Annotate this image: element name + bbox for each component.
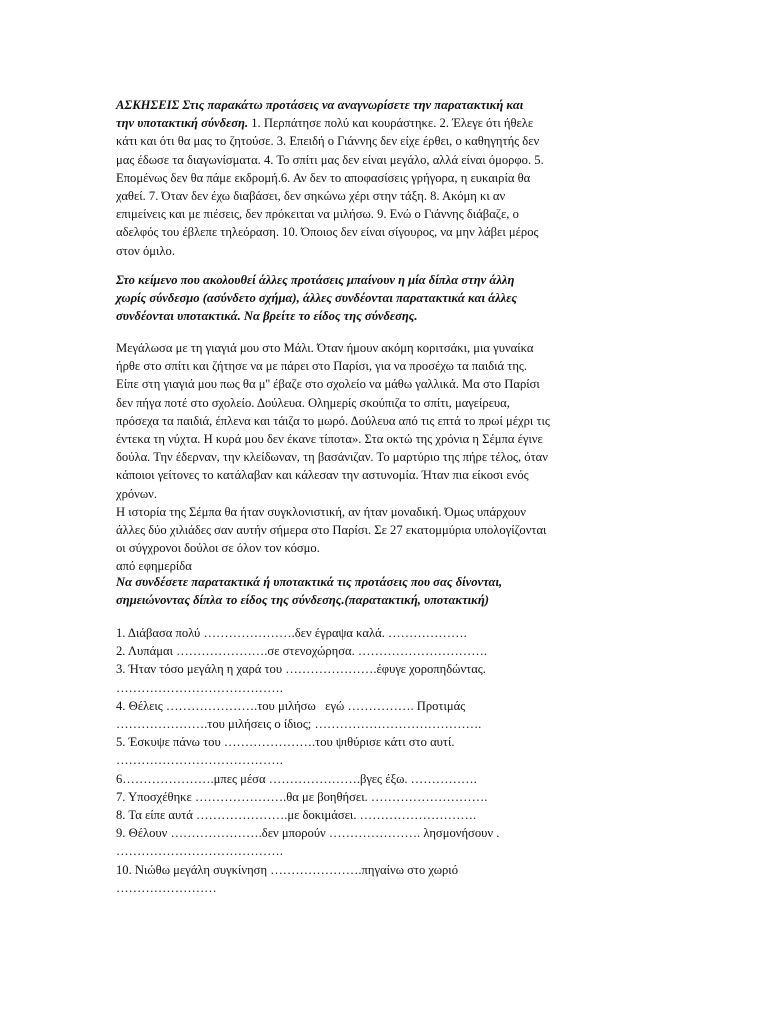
story-text <box>116 339 656 576</box>
story-line: Η ιστορία της Σέμπα θα ήταν συγκλονιστική, αν ήταν μοναδική. Όμως υπάρχουν <box>116 504 526 519</box>
item-line: 4. Θέλεις ………………….του μιλήσω εγώ ……………. Προτιμάς <box>116 698 466 713</box>
exercise-3-instruction <box>116 573 656 609</box>
story-line: ήρθε στο σπίτι και ζήτησε να με πάρει στο Παρίσι, για να προσέχω τα παιδιά της. <box>116 359 528 374</box>
item-line: 8. Τα είπε αυτά ………………….με δοκιμάσει. ………………………. <box>116 808 477 823</box>
story-source: από εφημερίδα <box>116 559 192 574</box>
instruction-line: χωρίς σύνδεσμο (ασύνδετο σχήμα), άλλες συνδέονται παρατακτικά και άλλες <box>116 291 518 306</box>
exercise-1-text: 1. Περπάτησε πολύ και κουράστηκε. 2. Έλεγε ότι ήθελε <box>248 116 534 131</box>
item-line: …………………………………. <box>116 844 283 859</box>
item-line: …………………… <box>116 880 217 895</box>
exercise-1-line: επιμείνεις και με πιέσεις, δεν πρόκειται να μιλήσω. 9. Ενώ ο Γιάννης διάβαζε, ο <box>116 207 519 222</box>
instruction-line: Στο κείμενο που ακολουθεί άλλες προτάσεις μπαίνουν η μία δίπλα στην άλλη <box>116 273 515 287</box>
exercise-1-heading-line-1 <box>116 96 656 114</box>
exercise-1-line: αδελφός του έβλεπε τηλεόραση. 10. Όποιος δεν είναι σίγουρος, να μην λάβει μέρος <box>116 225 539 240</box>
story-line: έντεκα τη νύχτα. Η κυρά μου δεν έκανε τίποτα». Στα οκτώ της χρόνια η Σέμπα έγινε <box>116 432 543 447</box>
exercise-1-line: Επομένως δεν θα πάμε εκδρομή.6. Αν δεν το αποφασίσεις γρήγορα, η ευκαιρία θα <box>116 170 531 185</box>
item-line: 1. Διάβασα πολύ ………………….δεν έγραψα καλά. ………………. <box>116 626 467 640</box>
exercise-1-line: μας έδωσε τα διαγωνίσματα. 4. Το σπίτι μας δεν είναι μεγάλο, αλλά είναι όμορφο. 5. <box>116 152 544 167</box>
story-line: πρόσεχα τα παιδιά, έπλενα και τάιζα το μωρό. Δούλευα από τις επτά το πρωί μέχρι τις <box>116 413 550 428</box>
item-line: …………………………………. <box>116 680 283 695</box>
instruction-line: Να συνδέσετε παρατακτικά ή υποτακτικά τις προτάσεις που σας δίνονται, <box>116 575 503 589</box>
exercise-1-heading: ΑΣΚΗΣΕΙΣ Στις παρακάτω προτάσεις να αναγνωρίσετε την παρατακτική και <box>116 98 524 112</box>
item-line: 6………………….μπες μέσα ………………….βγες έξω. ……………. <box>116 771 477 786</box>
item-line: 5. Έσκυψε πάνω του ………………….του ψιθύρισε κάτι στο αυτί. <box>116 735 455 750</box>
exercise-1 <box>116 96 656 260</box>
item-line: 2. Λυπάμαι ………………….σε στενοχώρησα. …………………………. <box>116 644 488 659</box>
story-line: οι σύγχρονοι δούλοι σε όλον τον κόσμο. <box>116 541 320 556</box>
story-line: Είπε στη γιαγιά μου πως θα μ'' έβαζε στο σχολείο να μάθω γαλλικά. Μα στο Παρίσι <box>116 377 540 392</box>
item-line: 10. Νιώθω μεγάλη συγκίνηση ………………….πηγαίνω στο χωριό <box>116 862 458 877</box>
exercise-1-line: κάτι και ότι θα μας το ζητούσε. 3. Επειδή ο Γιάννης δεν είχε έρθει, ο καθηγητής δεν <box>116 134 540 149</box>
exercise-1-line: χαθεί. 7. Όταν δεν έχω διαβάσει, δεν σηκώνω χέρι στην τάξη. 8. Ακόμη κι αν <box>116 189 506 204</box>
story-line: Μεγάλωσα με τη γιαγιά μου στο Μάλι. Όταν ήμουν ακόμη κοριτσάκι, μια γυναίκα <box>116 341 534 355</box>
instruction-line: συνδέονται υποτακτικά. Να βρείτε το είδος της σύνδεσης. <box>116 309 418 324</box>
item-line: 7. Υποσχέθηκε ………………….θα με βοηθήσει. ………………………. <box>116 789 488 804</box>
exercise-3-items <box>116 624 656 897</box>
item-line: 9. Θέλουν ………………….δεν μπορούν …………………. λησμονήσουν . <box>116 826 500 841</box>
instruction-line: σημειώνοντας δίπλα το είδος της σύνδεσης.(παρατακτική, υποτακτική) <box>116 593 489 608</box>
item-line: ………………….του μιλήσεις ο ίδιος; …………………………………. <box>116 717 482 732</box>
exercise-1-line <box>116 114 656 132</box>
story-line: κάποιοι γείτονες το κατάλαβαν και κάλεσαν την αστυνομία. Ήταν πια είκοσι ενός <box>116 468 529 483</box>
item-line: …………………………………. <box>116 753 283 768</box>
story-line: δούλα. Την έδερναν, την κλείδωναν, τη βασάνιζαν. Το μαρτύριο της πήρε τέλος, όταν <box>116 450 548 465</box>
story-line: άλλες δύο χιλιάδες σαν αυτήν σήμερα στο Παρίσι. Σε 27 εκατομμύρια υπολογίζονται <box>116 523 547 538</box>
exercise-1-heading-cont: την υποτακτική σύνδεση. <box>116 116 249 131</box>
exercise-1-line: στον όμιλο. <box>116 243 175 258</box>
item-line: 3. Ήταν τόσο μεγάλη η χαρά του ………………….έφυγε χοροπηδώντας. <box>116 662 486 677</box>
story-line: χρόνων. <box>116 486 157 501</box>
exercise-2-instruction <box>116 271 656 326</box>
story-line: δεν πήγα ποτέ στο σχολείο. Δούλευα. Ολημερίς σκούπιζα το σπίτι, μαγείρευα, <box>116 395 510 410</box>
